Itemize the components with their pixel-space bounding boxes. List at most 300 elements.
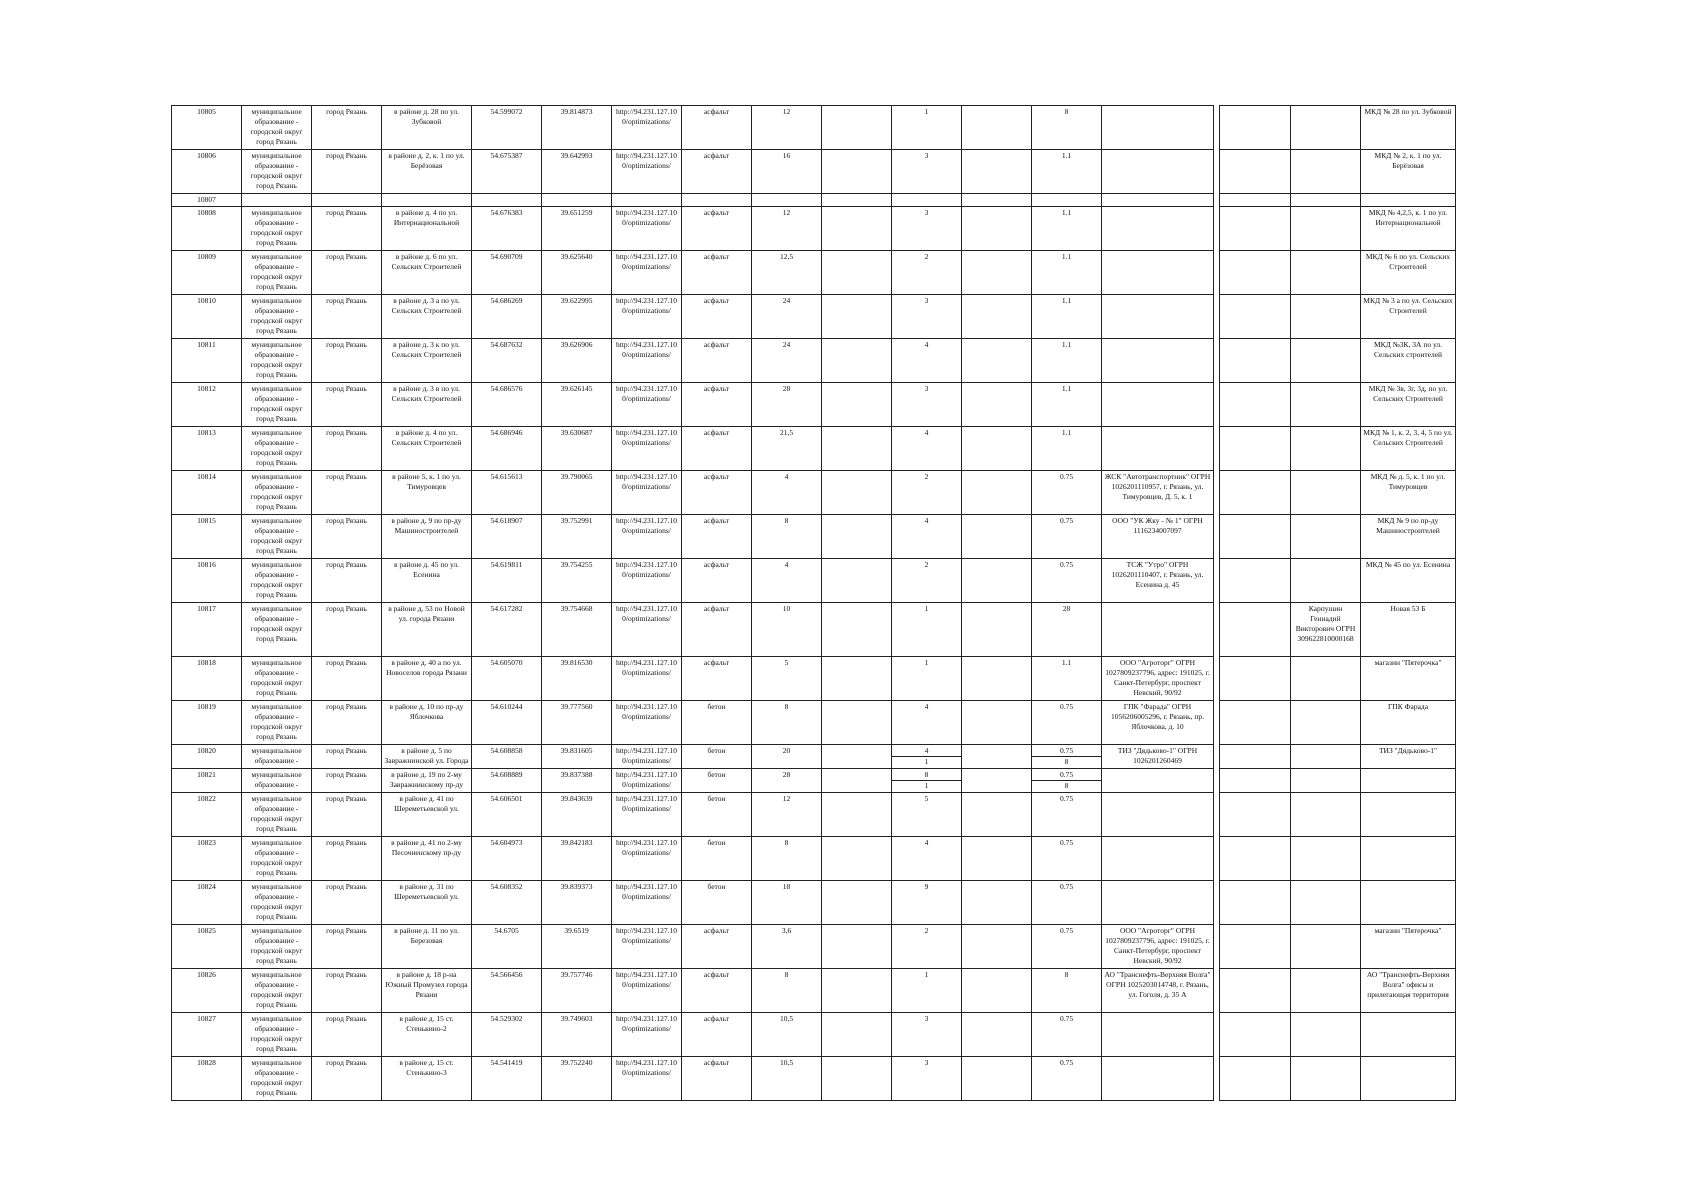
cell-surface: асфальт (682, 559, 752, 603)
cell-lat: 54.606501 (472, 793, 542, 837)
cell-lat: 54.610244 (472, 701, 542, 745)
table-row (172, 471, 1456, 515)
cell-blank1 (822, 471, 892, 515)
cell-id: 10816 (172, 559, 242, 603)
cell-muni: муниципальное образование - городской округ город Рязань (242, 383, 312, 427)
cell-person (1291, 194, 1361, 207)
cell-area: 8 (752, 701, 822, 745)
table-row (172, 925, 1456, 969)
cell-addr: в районе д. 18 р-на Южный Промузел города Рязани (382, 969, 472, 1013)
cell-person (1291, 793, 1361, 837)
cell-addr: в районе д. 6 по ул. Сельских Строителей (382, 251, 472, 295)
cell-person (1291, 701, 1361, 745)
cell-surface: асфальт (682, 295, 752, 339)
cell-url: http://94.231.127.10 0/optimizations/ (612, 603, 682, 657)
cell-blank1 (822, 603, 892, 657)
cell-blank3 (1220, 427, 1291, 471)
cell-volume: 0.75 (1032, 793, 1102, 837)
cell-url: http://94.231.127.10 0/optimizations/ (612, 1013, 682, 1057)
cell-owner (1102, 194, 1214, 207)
cell-addr: в районе д. 41 по 2-му Песочненскому пр-ду (382, 837, 472, 881)
cell-blank1 (822, 745, 892, 769)
registry-table (171, 105, 1456, 1101)
cell-muni: муниципальное образование - городской округ город Рязань (242, 657, 312, 701)
cell-source: МКД №3К, 3А по ул. Сельских строителей (1361, 339, 1456, 383)
cell-area: 24 (752, 339, 822, 383)
cell-city: город Рязань (312, 106, 382, 150)
cell-url: http://94.231.127.10 0/optimizations/ (612, 837, 682, 881)
cell-blank1 (822, 251, 892, 295)
cell-addr: в районе д. 5 по Завражнинской ул. Города (382, 745, 472, 769)
cell-count: 1 (892, 657, 962, 701)
cell-url: http://94.231.127.10 0/optimizations/ (612, 745, 682, 769)
cell-lon: 39.754668 (542, 603, 612, 657)
cell-area: 21,5 (752, 427, 822, 471)
cell-lat: 54.599072 (472, 106, 542, 150)
cell-blank3 (1220, 769, 1291, 793)
cell-addr: в районе д. 19 по 2-му Завражнинскому пр-ду (382, 769, 472, 793)
cell-lon: 39.651259 (542, 207, 612, 251)
cell-blank1 (822, 515, 892, 559)
cell-lon (542, 194, 612, 207)
cell-blank1 (822, 793, 892, 837)
cell-lat: 54.686946 (472, 427, 542, 471)
cell-lat: 54.618907 (472, 515, 542, 559)
cell-muni: муниципальное образование - городской округ город Рязань (242, 701, 312, 745)
cell-lon: 39.790065 (542, 471, 612, 515)
cell-area: 5 (752, 657, 822, 701)
cell-url: http://94.231.127.10 0/optimizations/ (612, 295, 682, 339)
cell-lon: 39.757746 (542, 969, 612, 1013)
table-row (172, 793, 1456, 837)
table-row (172, 1013, 1456, 1057)
cell-person (1291, 106, 1361, 150)
cell-source (1361, 881, 1456, 925)
cell-surface: асфальт (682, 207, 752, 251)
cell-addr: в районе д. 10 по пр-ду Яблочкова (382, 701, 472, 745)
cell-volume: 1.1 (1032, 383, 1102, 427)
cell-area: 8 (752, 515, 822, 559)
cell-volume: 0.75 (1032, 515, 1102, 559)
cell-area: 8 (752, 837, 822, 881)
table-row (172, 207, 1456, 251)
cell-owner: ЖСК "Автотранспортник" ОГРН 1026201110957, г. Рязань, ул. Тимуровцев, Д. 5, к. 1 (1102, 471, 1214, 515)
cell-blank3 (1220, 603, 1291, 657)
cell-owner: ООО "Агроторг" ОГРН 1027809237796, адрес: 191025, г. Санкт-Петербург, проспект Невский, 90/92 (1102, 925, 1214, 969)
cell-lat: 54.676383 (472, 207, 542, 251)
cell-lon: 39.630687 (542, 427, 612, 471)
cell-id: 10828 (172, 1057, 242, 1101)
cell-addr: в районе д. 53 по Новой ул. города Рязани (382, 603, 472, 657)
cell-surface: бетон (682, 745, 752, 769)
cell-city: город Рязань (312, 745, 382, 769)
cell-city: город Рязань (312, 207, 382, 251)
cell-blank2 (962, 925, 1032, 969)
cell-id: 10824 (172, 881, 242, 925)
cell-id: 10818 (172, 657, 242, 701)
cell-owner (1102, 251, 1214, 295)
cell-url: http://94.231.127.10 0/optimizations/ (612, 471, 682, 515)
table-row (172, 881, 1456, 925)
cell-owner (1102, 106, 1214, 150)
cell-url: http://94.231.127.10 0/optimizations/ (612, 881, 682, 925)
cell-surface: асфальт (682, 603, 752, 657)
cell-owner (1102, 383, 1214, 427)
cell-blank1 (822, 427, 892, 471)
cell-person (1291, 427, 1361, 471)
cell-id: 10813 (172, 427, 242, 471)
cell-source: МКД № 2, к. 1 по ул. Берёзовая (1361, 150, 1456, 194)
cell-blank3 (1220, 925, 1291, 969)
cell-blank3 (1220, 339, 1291, 383)
cell-person (1291, 657, 1361, 701)
cell-lon: 39.816530 (542, 657, 612, 701)
cell-muni: муниципальное образование - городской округ город Рязань (242, 559, 312, 603)
cell-count-value-2: 1 (924, 757, 929, 766)
cell-blank1 (822, 701, 892, 745)
cell-volume (1032, 745, 1102, 769)
cell-city: город Рязань (312, 925, 382, 969)
cell-id: 10805 (172, 106, 242, 150)
table-row (172, 295, 1456, 339)
cell-blank2 (962, 701, 1032, 745)
cell-addr: в районе д. 28 по ул. Зубковой (382, 106, 472, 150)
cell-person (1291, 925, 1361, 969)
cell-url: http://94.231.127.10 0/optimizations/ (612, 769, 682, 793)
cell-source: магазин "Пятерочка" (1361, 925, 1456, 969)
cell-addr: в районе д. 3 к по ул. Сельских Строителей (382, 339, 472, 383)
cell-id: 10819 (172, 701, 242, 745)
cell-blank2 (962, 106, 1032, 150)
cell-muni (242, 194, 312, 207)
cell-url: http://94.231.127.10 0/optimizations/ (612, 969, 682, 1013)
cell-lon: 39.642993 (542, 150, 612, 194)
cell-blank3 (1220, 383, 1291, 427)
cell-blank1 (822, 194, 892, 207)
cell-source: МКД № 4,2,5, к. 1 по ул. Интернациональной (1361, 207, 1456, 251)
cell-count: 1 (892, 603, 962, 657)
table-row (172, 1057, 1456, 1101)
cell-lat: 54.615613 (472, 471, 542, 515)
cell-volume: 0.75 (1032, 559, 1102, 603)
cell-blank3 (1220, 515, 1291, 559)
cell-count: 4 (892, 339, 962, 383)
cell-blank3 (1220, 1013, 1291, 1057)
cell-source: МКД № 9 по пр-ду Машиностроителей (1361, 515, 1456, 559)
cell-blank1 (822, 295, 892, 339)
cell-id: 10826 (172, 969, 242, 1013)
cell-person (1291, 769, 1361, 793)
cell-surface: асфальт (682, 471, 752, 515)
cell-area: 24 (752, 295, 822, 339)
cell-city: город Рязань (312, 427, 382, 471)
cell-surface: асфальт (682, 925, 752, 969)
cell-addr: в районе д. 40 а по ул. Новоселов города Рязани (382, 657, 472, 701)
cell-url: http://94.231.127.10 0/optimizations/ (612, 251, 682, 295)
cell-blank2 (962, 1057, 1032, 1101)
cell-blank2 (962, 745, 1032, 769)
table-row (172, 837, 1456, 881)
cell-count: 4 (892, 515, 962, 559)
cell-blank3 (1220, 559, 1291, 603)
cell-volume: 0.75 (1032, 925, 1102, 969)
cell-muni: муниципальное образование - городской округ город Рязань (242, 793, 312, 837)
cell-blank1 (822, 150, 892, 194)
cell-blank2 (962, 150, 1032, 194)
cell-count-value-2: 1 (924, 781, 929, 790)
cell-lat: 54.608352 (472, 881, 542, 925)
cell-addr: в районе д. 15 ст. Стенькино-3 (382, 1057, 472, 1101)
cell-surface: бетон (682, 793, 752, 837)
cell-muni: муниципальное образование - городской округ город Рязань (242, 251, 312, 295)
cell-lon: 39.842183 (542, 837, 612, 881)
cell-source: МКД № 3 а по ул. Сельских Строителей (1361, 295, 1456, 339)
cell-source: ТИЗ "Дядьково-1" (1361, 745, 1456, 769)
cell-person (1291, 1057, 1361, 1101)
cell-source (1361, 793, 1456, 837)
cell-city: город Рязань (312, 769, 382, 793)
cell-city: город Рязань (312, 701, 382, 745)
cell-city: город Рязань (312, 295, 382, 339)
cell-blank3 (1220, 701, 1291, 745)
cell-blank1 (822, 925, 892, 969)
cell-id: 10810 (172, 295, 242, 339)
cell-addr: в районе д. 3 в по ул. Сельских Строителей (382, 383, 472, 427)
cell-blank3 (1220, 657, 1291, 701)
cell-blank2 (962, 515, 1032, 559)
cell-volume-value: 0.75 (1032, 770, 1101, 781)
cell-url: http://94.231.127.10 0/optimizations/ (612, 106, 682, 150)
cell-count: 2 (892, 559, 962, 603)
cell-volume (1032, 769, 1102, 793)
cell-lat: 54.608858 (472, 745, 542, 769)
cell-area (752, 194, 822, 207)
cell-blank2 (962, 969, 1032, 1013)
cell-id: 10821 (172, 769, 242, 793)
cell-muni: муниципальное образование - городской округ город Рязань (242, 969, 312, 1013)
cell-blank2 (962, 1013, 1032, 1057)
cell-city: город Рязань (312, 339, 382, 383)
cell-surface: асфальт (682, 969, 752, 1013)
table-row (172, 603, 1456, 657)
cell-owner: ГПК "Фарада" ОГРН 1056206005296, г. Рязань, пр. Яблочкова, д. 10 (1102, 701, 1214, 745)
cell-lon: 39.843639 (542, 793, 612, 837)
cell-source: Новая 53 Б (1361, 603, 1456, 657)
cell-count: 4 (892, 701, 962, 745)
cell-count: 9 (892, 881, 962, 925)
cell-blank1 (822, 969, 892, 1013)
cell-count: 1 (892, 969, 962, 1013)
cell-source: МКД № д. 5, к. 1 по ул. Тимуровцев (1361, 471, 1456, 515)
cell-source: АО "Транснефть-Верхняя Волга" офисы и прилегающая территория (1361, 969, 1456, 1013)
cell-blank2 (962, 295, 1032, 339)
cell-url (612, 194, 682, 207)
cell-volume: 1.1 (1032, 150, 1102, 194)
cell-volume: 0.75 (1032, 837, 1102, 881)
cell-count: 2 (892, 471, 962, 515)
cell-area: 8 (752, 969, 822, 1013)
cell-muni: муниципальное образование - городской округ город Рязань (242, 339, 312, 383)
cell-muni: муниципальное образование - городской округ город Рязань (242, 603, 312, 657)
cell-count (892, 194, 962, 207)
table-row (172, 339, 1456, 383)
cell-surface: асфальт (682, 383, 752, 427)
cell-blank1 (822, 881, 892, 925)
cell-area: 10,5 (752, 1057, 822, 1101)
cell-area: 4 (752, 471, 822, 515)
cell-city: город Рязань (312, 837, 382, 881)
cell-blank2 (962, 793, 1032, 837)
cell-area: 10,5 (752, 1013, 822, 1057)
cell-muni: муниципальное образование - городской округ город Рязань (242, 881, 312, 925)
cell-blank1 (822, 383, 892, 427)
cell-addr: в районе 5, к. 1 по ул. Тимуровцев (382, 471, 472, 515)
cell-person (1291, 150, 1361, 194)
cell-blank3 (1220, 106, 1291, 150)
cell-muni: муниципальное образование - городской округ город Рязань (242, 106, 312, 150)
cell-blank3 (1220, 745, 1291, 769)
cell-count: 3 (892, 295, 962, 339)
cell-surface: асфальт (682, 427, 752, 471)
cell-person (1291, 745, 1361, 769)
cell-count (892, 769, 962, 793)
cell-owner (1102, 769, 1214, 793)
cell-source: МКД № 1, к. 2, 3, 4, 5 по ул. Сельских Строителей (1361, 427, 1456, 471)
cell-blank2 (962, 427, 1032, 471)
cell-addr: в районе д. 15 ст. Стенькино-2 (382, 1013, 472, 1057)
cell-lon: 39.626145 (542, 383, 612, 427)
cell-blank3 (1220, 1057, 1291, 1101)
cell-addr: в районе д. 45 по ул. Есенина (382, 559, 472, 603)
cell-city: город Рязань (312, 471, 382, 515)
cell-count: 2 (892, 251, 962, 295)
cell-url: http://94.231.127.10 0/optimizations/ (612, 657, 682, 701)
cell-surface: асфальт (682, 106, 752, 150)
cell-lon: 39.622995 (542, 295, 612, 339)
cell-owner (1102, 837, 1214, 881)
cell-person (1291, 471, 1361, 515)
cell-source: магазин "Пятерочка" (1361, 657, 1456, 701)
cell-volume: 8 (1032, 106, 1102, 150)
cell-blank3 (1220, 251, 1291, 295)
cell-blank2 (962, 559, 1032, 603)
cell-lon: 39.814873 (542, 106, 612, 150)
table-row (172, 701, 1456, 745)
cell-lon: 39.754255 (542, 559, 612, 603)
cell-owner (1102, 881, 1214, 925)
cell-area: 20 (752, 745, 822, 769)
cell-lat: 54.541419 (472, 1057, 542, 1101)
cell-owner (1102, 427, 1214, 471)
cell-lon: 39.839373 (542, 881, 612, 925)
cell-lon: 39.831605 (542, 745, 612, 769)
cell-lon: 39.625640 (542, 251, 612, 295)
cell-blank2 (962, 837, 1032, 881)
cell-volume: 1.1 (1032, 207, 1102, 251)
cell-lat (472, 194, 542, 207)
cell-lon: 39.6519 (542, 925, 612, 969)
cell-owner (1102, 150, 1214, 194)
cell-blank3 (1220, 150, 1291, 194)
table-row (172, 515, 1456, 559)
cell-muni: муниципальное образование - (242, 769, 312, 793)
table-row (172, 194, 1456, 207)
cell-area: 28 (752, 383, 822, 427)
cell-muni: муниципальное образование - городской округ город Рязань (242, 427, 312, 471)
cell-volume (1032, 194, 1102, 207)
cell-lon: 39.749603 (542, 1013, 612, 1057)
cell-blank3 (1220, 295, 1291, 339)
cell-lon: 39.752991 (542, 515, 612, 559)
table-row (172, 383, 1456, 427)
cell-city: город Рязань (312, 793, 382, 837)
cell-lat: 54.686269 (472, 295, 542, 339)
cell-surface: асфальт (682, 657, 752, 701)
cell-lat: 54.608889 (472, 769, 542, 793)
cell-id: 10822 (172, 793, 242, 837)
cell-lon: 39.837388 (542, 769, 612, 793)
cell-source: МКД № 3в, 3г, 3д, по ул. Сельских Строителей (1361, 383, 1456, 427)
cell-blank1 (822, 1057, 892, 1101)
cell-owner: АО "Транснефть-Верхняя Волга" ОГРН 1025203014748, г. Рязань, ул. Гоголя, д. 35 А (1102, 969, 1214, 1013)
cell-addr: в районе д. 2, к. 1 по ул. Берёзовая (382, 150, 472, 194)
cell-volume: 0.75 (1032, 881, 1102, 925)
cell-count: 2 (892, 925, 962, 969)
cell-count: 3 (892, 1013, 962, 1057)
cell-addr: в районе д. 11 по ул. Березовая (382, 925, 472, 969)
cell-volume: 1.1 (1032, 427, 1102, 471)
cell-volume: 0.75 (1032, 701, 1102, 745)
cell-addr: в районе д. 41 по Шереметьевской ул. (382, 793, 472, 837)
cell-lon: 39.752240 (542, 1057, 612, 1101)
cell-city: город Рязань (312, 657, 382, 701)
cell-volume: 0.75 (1032, 471, 1102, 515)
cell-lat: 54.687632 (472, 339, 542, 383)
cell-blank3 (1220, 207, 1291, 251)
cell-city: город Рязань (312, 603, 382, 657)
cell-city: город Рязань (312, 251, 382, 295)
cell-person (1291, 383, 1361, 427)
cell-id: 10825 (172, 925, 242, 969)
cell-count-value: 4 (892, 746, 961, 757)
cell-id: 10806 (172, 150, 242, 194)
cell-surface: асфальт (682, 150, 752, 194)
cell-city: город Рязань (312, 1013, 382, 1057)
cell-url: http://94.231.127.10 0/optimizations/ (612, 793, 682, 837)
cell-blank1 (822, 559, 892, 603)
cell-volume: 0.75 (1032, 1013, 1102, 1057)
cell-url: http://94.231.127.10 0/optimizations/ (612, 427, 682, 471)
cell-owner (1102, 207, 1214, 251)
cell-surface: асфальт (682, 1057, 752, 1101)
cell-addr: в районе д. 4 по ул. Сельских Строителей (382, 427, 472, 471)
cell-city: город Рязань (312, 150, 382, 194)
cell-area: 4 (752, 559, 822, 603)
cell-lat: 54.686576 (472, 383, 542, 427)
cell-url: http://94.231.127.10 0/optimizations/ (612, 150, 682, 194)
cell-surface (682, 194, 752, 207)
cell-count: 4 (892, 837, 962, 881)
cell-id: 10811 (172, 339, 242, 383)
cell-muni: муниципальное образование - городской округ город Рязань (242, 925, 312, 969)
cell-source: МКД № 6 по ул. Сельских Строителей (1361, 251, 1456, 295)
cell-volume: 1.1 (1032, 657, 1102, 701)
cell-area: 16 (752, 150, 822, 194)
cell-blank2 (962, 881, 1032, 925)
cell-owner (1102, 1057, 1214, 1101)
cell-surface: бетон (682, 701, 752, 745)
cell-volume: 8 (1032, 969, 1102, 1013)
